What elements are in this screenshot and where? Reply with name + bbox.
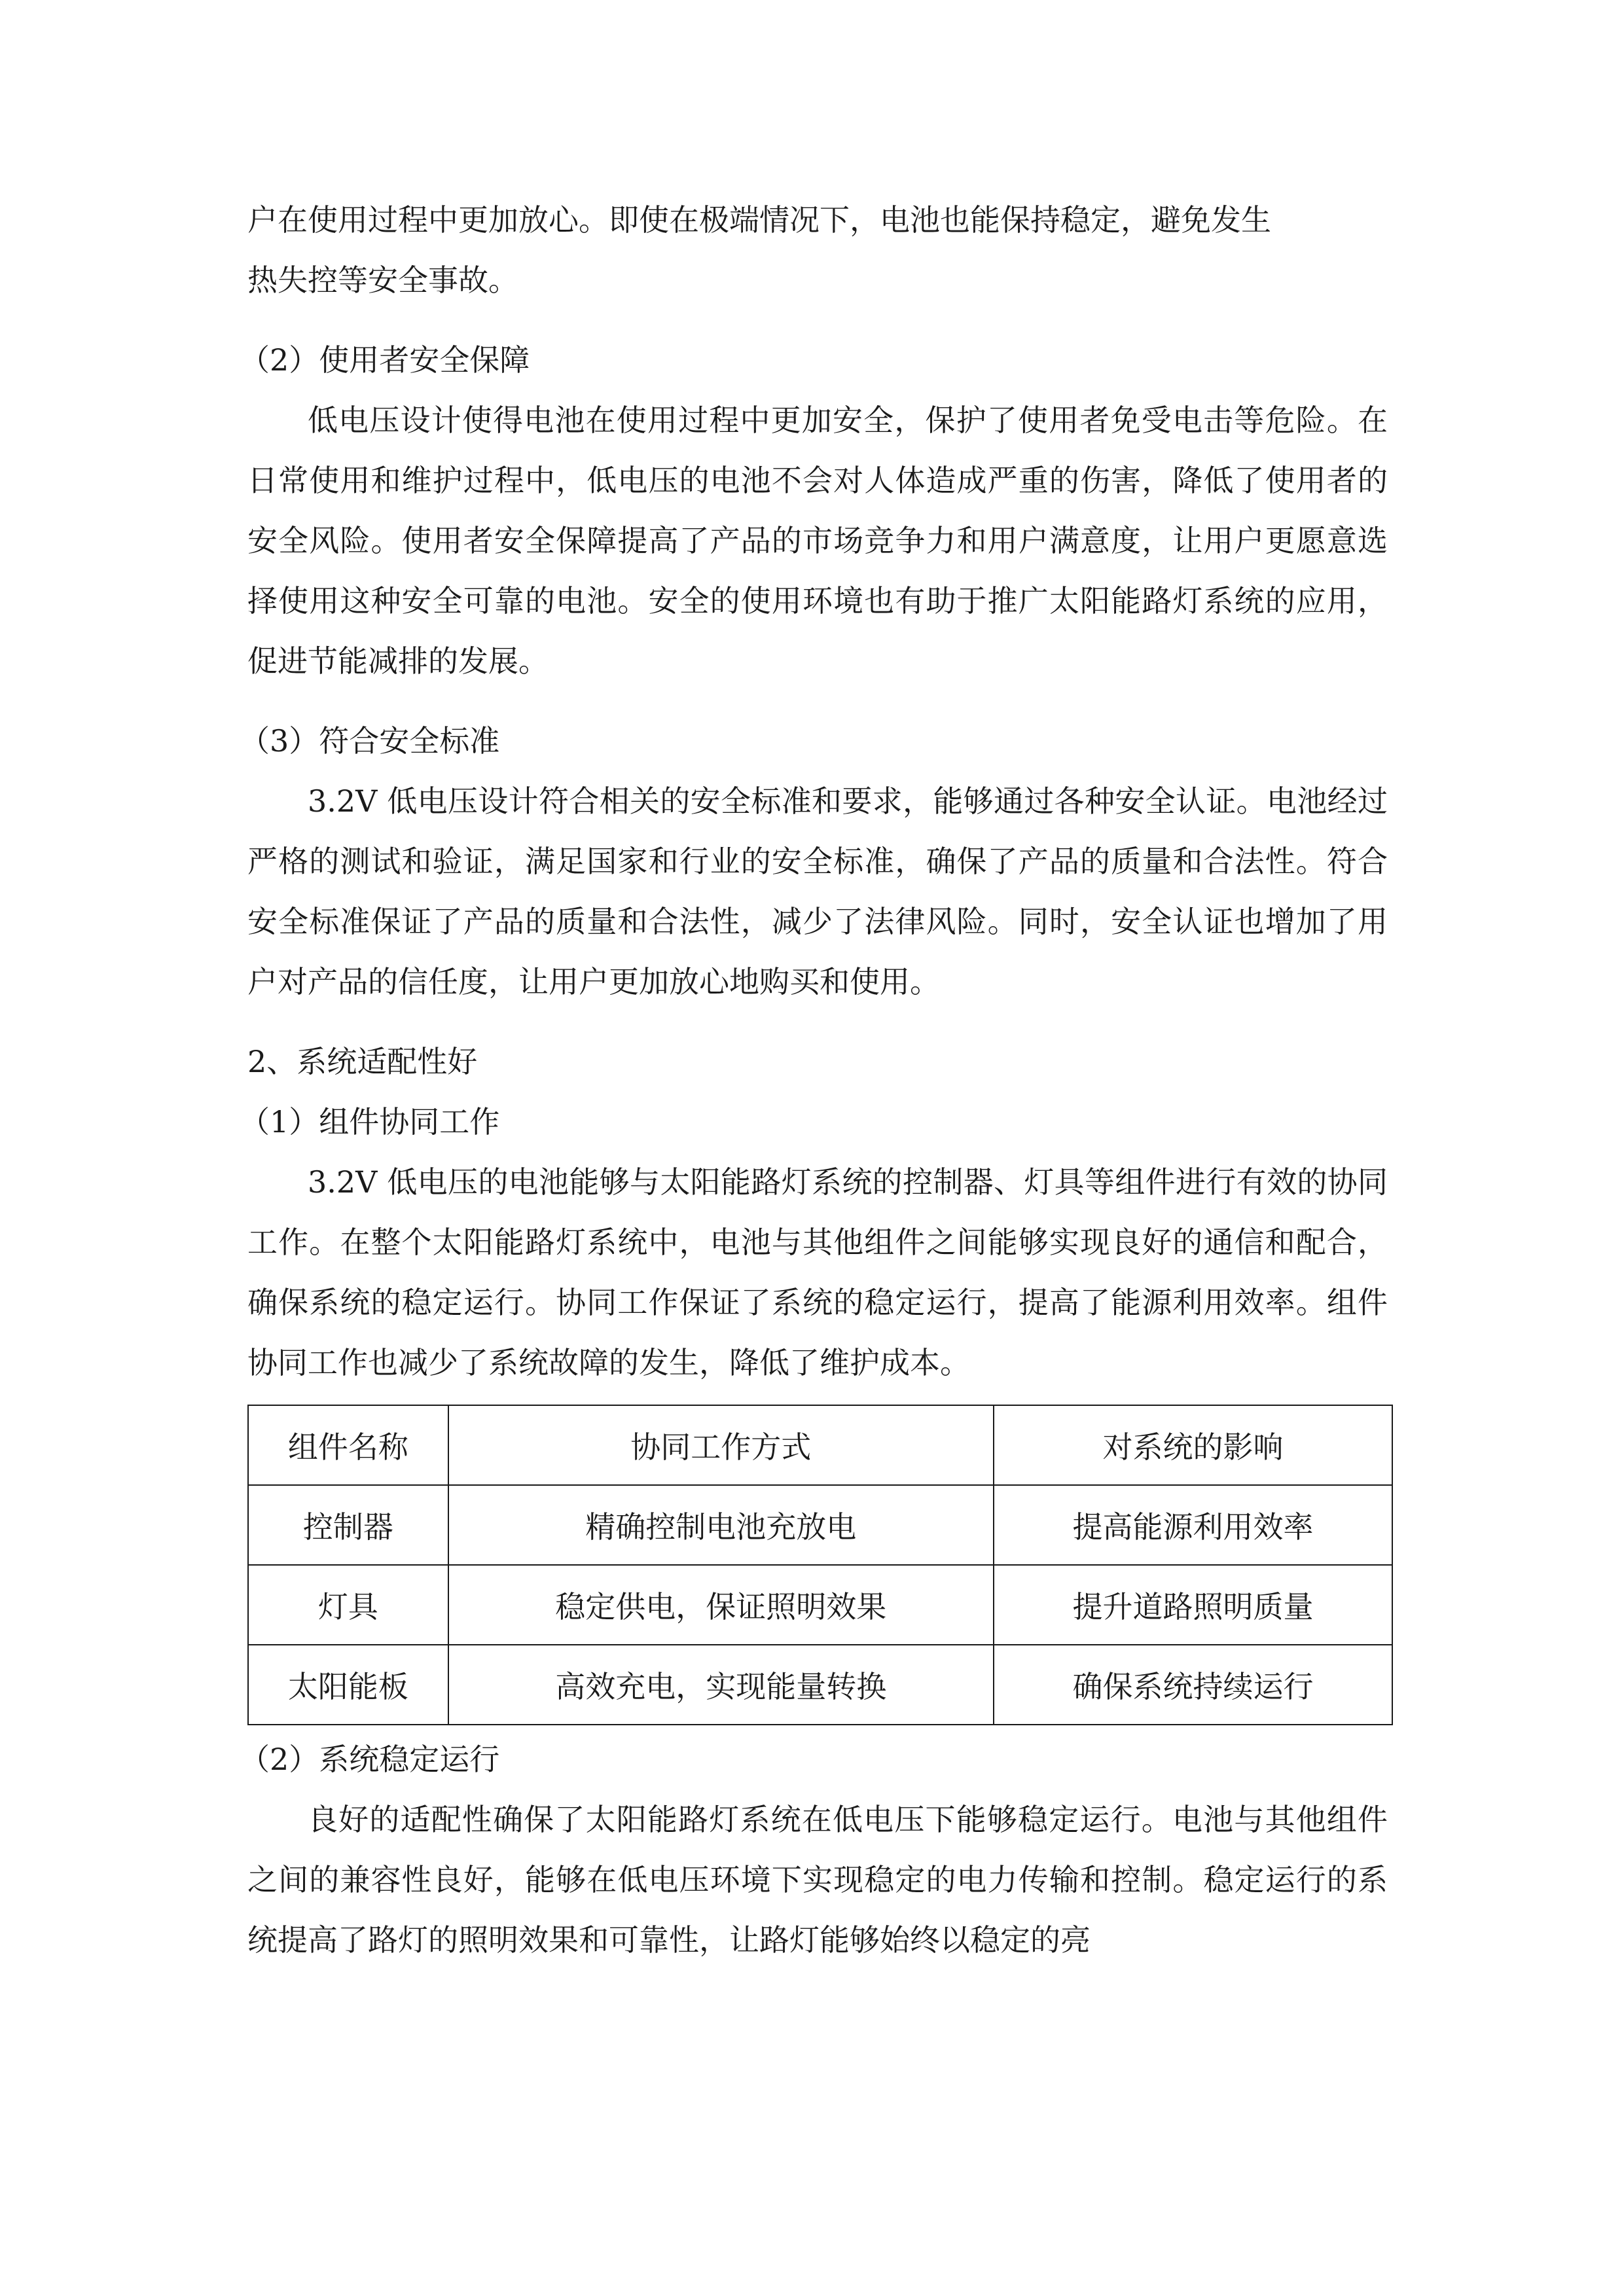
stability-paragraph: 良好的适配性确保了太阳能路灯系统在低电压下能够稳定运行。电池与其他组件之间的兼容性良好，能够在低电压环境下实现稳定的电力传输和控制。稳定运行的系统提高了路灯的照明效果和可靠性，让路灯能够始终以稳定的亮 — [247, 1802, 1388, 1958]
table-row — [248, 1645, 1392, 1725]
table-cell: 高效充电，实现能量转换 — [448, 1645, 994, 1725]
table-cell: 提升道路照明质量 — [994, 1565, 1392, 1645]
stability-heading: （2）系统稳定运行 — [240, 1742, 500, 1777]
table-cell: 确保系统持续运行 — [994, 1645, 1392, 1725]
standards-heading: （3）符合安全标准 — [240, 723, 500, 759]
table-cell: 太阳能板 — [248, 1645, 448, 1725]
table-cell: 精确控制电池充放电 — [448, 1485, 994, 1565]
table-cell: 提高能源利用效率 — [994, 1485, 1392, 1565]
user-safety-heading: （2）使用者安全保障 — [240, 342, 530, 378]
component-table — [247, 1405, 1393, 1725]
standards-paragraph: 3.2V 低电压设计符合相关的安全标准和要求，能够通过各种安全认证。电池经过严格的测试和验证，满足国家和行业的安全标准，确保了产品的质量和合法性。符合安全标准保证了产品的质量和合法性，减少了法律风险。同时，安全认证也增加了用户对产品的信任度，让用户更加放心地购买和使用。 — [247, 783, 1388, 999]
intro-line-2: 热失控等安全事故。 — [247, 262, 518, 298]
table-row — [248, 1565, 1392, 1645]
table-cell: 灯具 — [248, 1565, 448, 1645]
table-header-cell: 协同工作方式 — [448, 1405, 994, 1485]
user-safety-paragraph: 低电压设计使得电池在使用过程中更加安全，保护了使用者免受电击等危险。在日常使用和维护过程中，低电压的电池不会对人体造成严重的伤害，降低了使用者的安全风险。使用者安全保障提高了产品的市场竞争力和用户满意度，让用户更愿意选择使用这种安全可靠的电池。安全的使用环境也有助于推广太阳能路灯系统的应用，促进节能减排的发展。 — [247, 403, 1388, 679]
table-row — [248, 1485, 1392, 1565]
compat-heading: 2、系统适配性好 — [247, 1044, 478, 1079]
table-header-cell: 组件名称 — [248, 1405, 448, 1485]
table-cell: 控制器 — [248, 1485, 448, 1565]
table-header-row — [248, 1405, 1392, 1485]
cooperation-paragraph: 3.2V 低电压的电池能够与太阳能路灯系统的控制器、灯具等组件进行有效的协同工作。在整个太阳能路灯系统中，电池与其他组件之间能够实现良好的通信和配合，确保系统的稳定运行。协同工作保证了系统的稳定运行，提高了能源利用效率。组件协同工作也减少了系统故障的发生，降低了维护成本。 — [247, 1164, 1388, 1380]
table-cell: 稳定供电，保证照明效果 — [448, 1565, 994, 1645]
intro-line-1: 户在使用过程中更加放心。即使在极端情况下，电池也能保持稳定，避免发生 — [247, 202, 1271, 238]
document-page — [240, 190, 1388, 1970]
cooperation-heading: （1）组件协同工作 — [240, 1104, 500, 1139]
table-header-cell: 对系统的影响 — [994, 1405, 1392, 1485]
